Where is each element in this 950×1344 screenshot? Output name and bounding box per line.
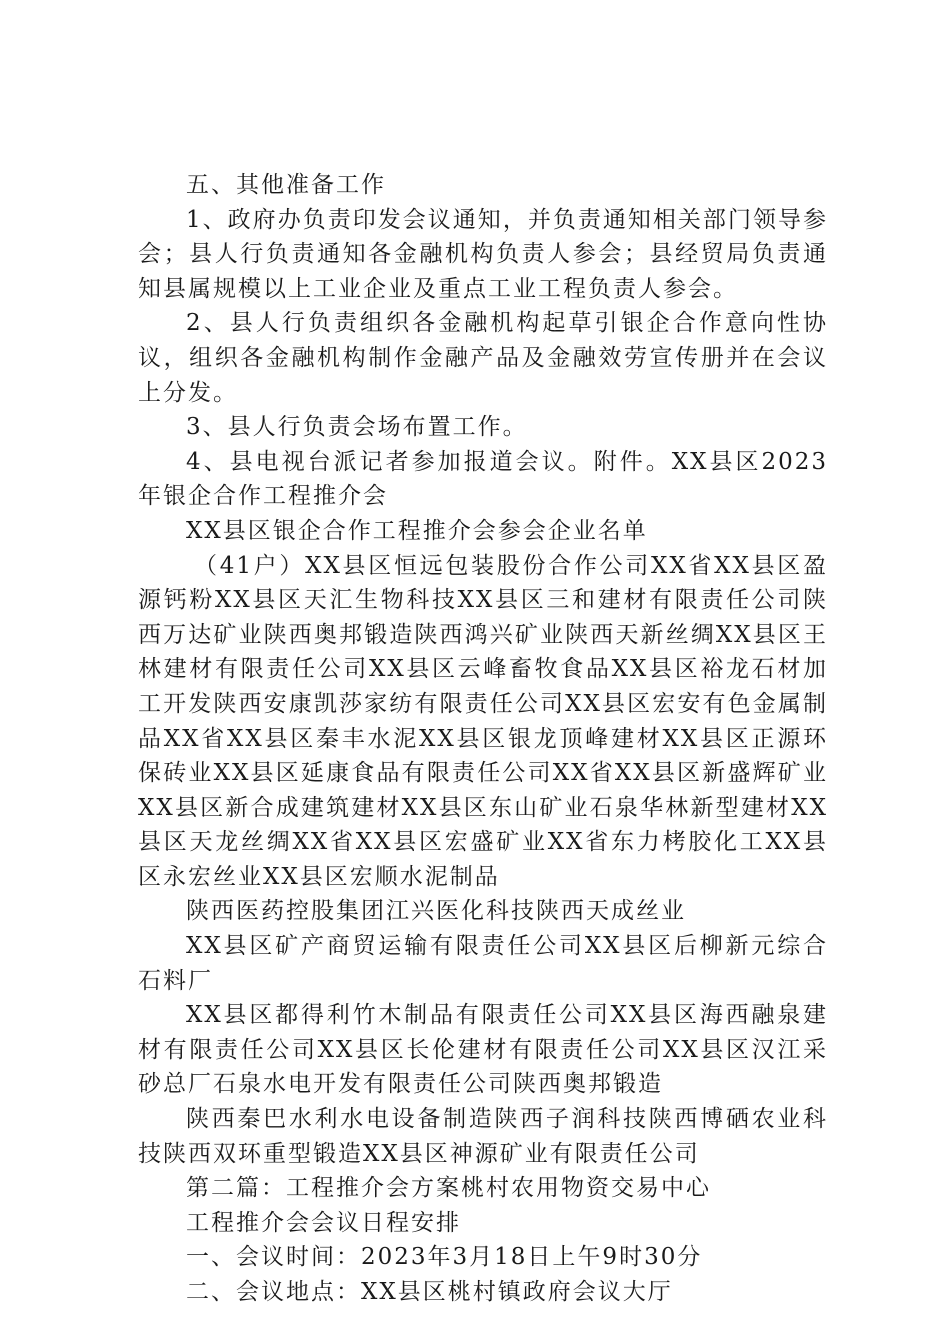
paragraph: 1、政府办负责印发会议通知，并负责通知相关部门领导参会；县人行负责通知各金融机构负责人参会；县经贸局负责通知县属规模以上工业企业及重点工业工程负责人参会。 [138, 206, 828, 302]
list-title: XX县区银企合作工程推介会参会企业名单 [186, 517, 648, 544]
paragraph: 二、会议地点：XX县区桃村镇政府会议大厅 [186, 1279, 673, 1305]
company-list: 陕西秦巴水利水电设备制造陕西子润科技陕西博硒农业科技陕西双环重型锻造XX县区神源矿业有限责任公司 [138, 1106, 828, 1167]
section-heading: 五、其他准备工作 [186, 172, 386, 198]
company-list: （41户）XX县区恒远包装股份合作公司XX省XX县区盈源钙粉XX县区天汇生物科技XX县区三和建材有限责任公司陕西万达矿业陕西奥邦锻造陕西鸿兴矿业陕西天新丝绸XX县区王林建材有限责任公司XX县区云峰畜牧食品XX县区裕龙石材加工开发陕西安康凯莎家纺有限责任公司XX县区宏安有色金属制品XX省XX县区秦丰水泥XX县区银龙顶峰建材XX县区正源环保砖业XX县区延康食品有限责任公司XX省XX县区新盛辉矿业XX县区新合成建筑建材XX县区东山矿业石泉华林新型建材XX县区天龙丝绸XX省XX县区宏盛矿业XX省东力栲胶化工XX县区永宏丝业XX县区宏顺水泥制品 [138, 552, 828, 890]
company-list: 陕西医药控股集团江兴医化科技陕西天成丝业 [186, 898, 686, 925]
section-heading: 第二篇：工程推介会方案桃村农用物资交易中心 [186, 1175, 711, 1202]
company-list: XX县区矿产商贸运输有限责任公司XX县区后柳新元综合石料厂 [138, 933, 828, 994]
paragraph: 2、县人行负责组织各金融机构起草引银企合作意向性协议，组织各金融机构制作金融产品及金融效劳宣传册并在会议上分发。 [138, 310, 828, 406]
paragraph: 3、县人行负责会场布置工作。 [186, 414, 528, 441]
paragraph: 一、会议时间：2023年3月18日上午9时30分 [186, 1244, 703, 1271]
paragraph: 工程推介会会议日程安排 [186, 1209, 461, 1236]
document-body [138, 168, 828, 1310]
paragraph: 4、县电视台派记者参加报道会议。附件。XX县区2023年银企合作工程推介会 [138, 448, 828, 510]
company-list: XX县区都得利竹木制品有限责任公司XX县区海西融泉建材有限责任公司XX县区长伦建材有限责任公司XX县区汉江采砂总厂石泉水电开发有限责任公司陕西奥邦锻造 [138, 1002, 828, 1098]
